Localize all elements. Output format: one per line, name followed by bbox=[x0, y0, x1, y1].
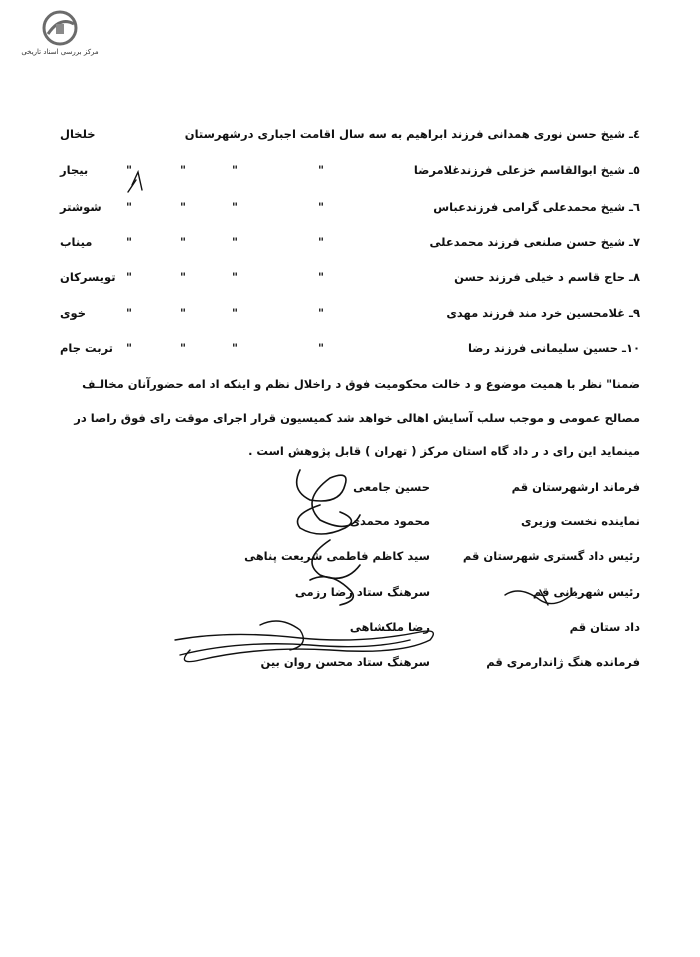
ditto-mark: " bbox=[232, 341, 238, 355]
signatory-name: سرهنگ ستاد محسن روان بین bbox=[260, 655, 430, 669]
paragraph-line: ضمنا" نظر با همیت موضوع و د خالت محکومیت فوق د راخلال نظم و اینکه اد امه حضورآنان مخالـف bbox=[82, 377, 640, 391]
ditto-mark: " bbox=[126, 163, 132, 177]
signature-scribble bbox=[505, 590, 575, 605]
ditto-mark: " bbox=[318, 163, 324, 177]
signatory-name: رضا ملکشاهی bbox=[349, 620, 430, 634]
list-item-text: ٨ـ حاج قاسم د خیلی فرزند حسن bbox=[454, 270, 640, 284]
signatory-title: رئیس داد گستری شهرستان قم bbox=[462, 549, 640, 563]
list-item-city: تربت جام bbox=[60, 341, 114, 355]
signatory-title: رئیس شهربانی قم bbox=[532, 585, 640, 599]
signatory-name: سرهنگ ستاد رضا رزمی bbox=[294, 585, 430, 599]
list-item-city: شوشتر bbox=[60, 200, 102, 214]
ditto-mark: " bbox=[318, 306, 324, 320]
signatory-name: محمود محمدی bbox=[349, 514, 430, 528]
ditto-mark: " bbox=[180, 341, 186, 355]
ditto-mark: " bbox=[318, 200, 324, 214]
paragraph-line: مصالح عمومی و موجب سلب آسایش اهالی خواهد شد کمیسیون قرار اجرای موقت رای فوق راصا در bbox=[74, 411, 640, 425]
ditto-mark: " bbox=[232, 235, 238, 249]
ditto-mark: " bbox=[318, 270, 324, 284]
ditto-mark: " bbox=[318, 235, 324, 249]
ditto-mark: " bbox=[180, 163, 186, 177]
list-item-text: ١٠ـ حسین سلیمانی فرزند رضا bbox=[467, 341, 640, 355]
ditto-mark: " bbox=[232, 270, 238, 284]
list-item-city: تویسرکان bbox=[60, 270, 116, 284]
paragraph-line: مینماید این رای د ر داد گاه استان مرکز ( تهران ) قابل پژوهش است . bbox=[248, 444, 640, 458]
ditto-mark: " bbox=[126, 341, 132, 355]
list-item-text: ٧ـ شیخ حسن صلنعی فرزند محمدعلی bbox=[429, 235, 640, 249]
signatory-title: نماینده نخست وزیری bbox=[520, 514, 640, 528]
list-item-text: ٤ـ شیخ حسن نوری همدانی فرزند ابراهیم به سه سال اقامت اجباری درشهرستان bbox=[184, 127, 640, 141]
signature-scribble bbox=[297, 470, 360, 605]
ditto-mark: " bbox=[232, 163, 238, 177]
ditto-mark: " bbox=[318, 341, 324, 355]
ditto-mark: " bbox=[180, 235, 186, 249]
signatory-name: حسین جامعی bbox=[353, 480, 430, 494]
ditto-mark: " bbox=[232, 306, 238, 320]
ditto-mark: " bbox=[126, 306, 132, 320]
list-item-city: خلخال bbox=[60, 127, 96, 141]
signatory-title: فرمانده هنگ ژاندارمری قم bbox=[486, 655, 640, 669]
list-item-city: بیجار bbox=[60, 163, 89, 177]
logo-caption: مرکز بررسی اسناد تاریخی bbox=[21, 48, 99, 56]
signature-scribble bbox=[175, 621, 433, 662]
list-item-city: خوی bbox=[60, 306, 87, 320]
ditto-mark: " bbox=[180, 200, 186, 214]
ditto-mark: " bbox=[126, 270, 132, 284]
signature-scribble bbox=[128, 172, 142, 192]
list-item-text: ٩ـ غلامحسین خرد مند فرزند مهدی bbox=[446, 306, 640, 320]
signatory-title: داد ستان قم bbox=[569, 620, 640, 634]
signatory-title: فرماند ارشهرستان قم bbox=[511, 480, 640, 494]
list-item-text: ٥ـ شیخ ابوالقاسم خزعلی فرزندغلامرضا bbox=[413, 163, 640, 177]
ditto-mark: " bbox=[180, 306, 186, 320]
ditto-mark: " bbox=[180, 270, 186, 284]
list-item-city: میناب bbox=[60, 235, 93, 249]
ditto-mark: " bbox=[126, 235, 132, 249]
list-item-text: ٦ـ شیخ محمدعلی گرامی فرزندعباس bbox=[433, 200, 640, 214]
ditto-mark: " bbox=[232, 200, 238, 214]
signatory-name: سید کاظم فاطمی شریعت پناهی bbox=[244, 549, 430, 563]
ditto-mark: " bbox=[126, 200, 132, 214]
